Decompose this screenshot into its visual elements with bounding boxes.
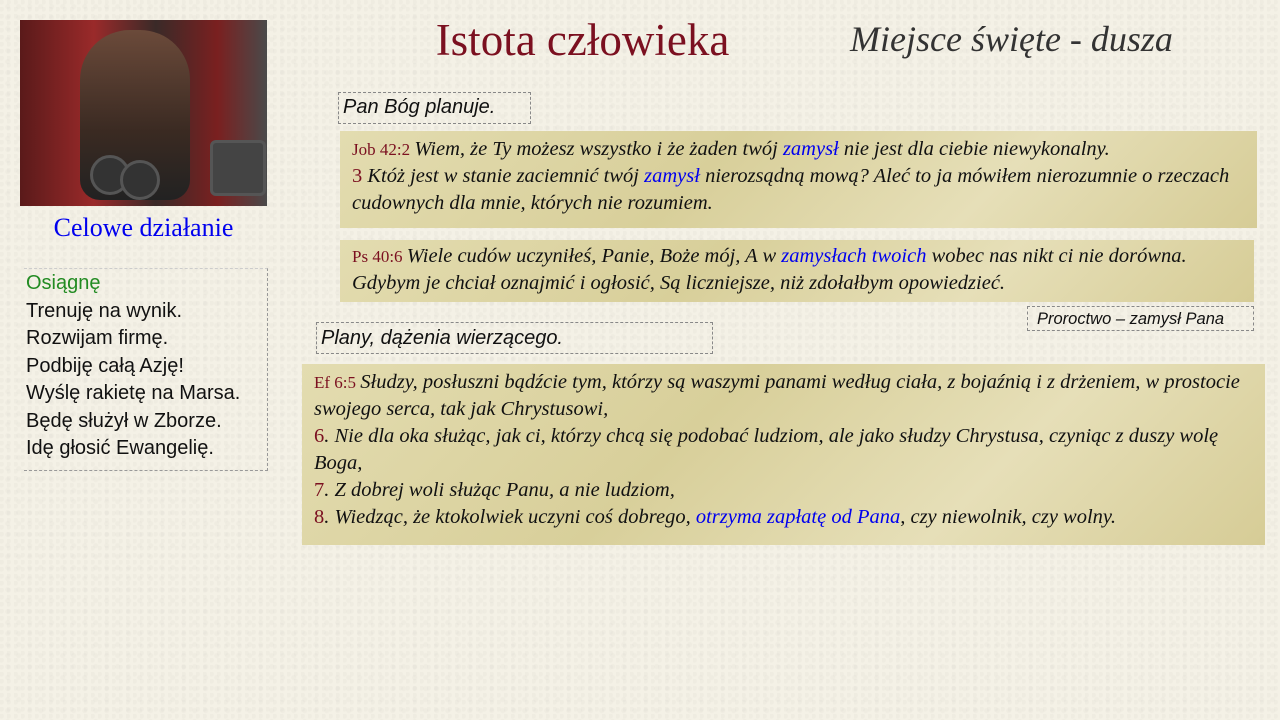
highlighted-text: zamysłach twoich [781,245,927,267]
goal-item: Idę głosić Ewangelię. [26,437,214,459]
verse-psalm [340,240,1254,302]
verse-number: 3 [352,165,368,187]
verse-text: Wiele cudów uczyniłeś, Panie, Boże mój, A w [406,245,782,267]
verse-text: nie jest dla ciebie niewykonalny. [838,138,1110,160]
verse-text: . Z dobrej woli służąc Panu, a nie ludziom, [324,479,675,501]
verse-text: Wiem, że Ty możesz wszystko i że żaden twój [414,138,783,160]
verse-number: 8 [314,506,325,528]
weightlifter-photo [20,20,267,206]
page-subtitle: Miejsce święte - dusza [850,19,1173,59]
verse-text: . Nie dla oka służąc, jak ci, którzy chcą się podobać ludziom, ale jako słudzy Chrystusa, czyniąc z duszy wolę Boga, [314,425,1219,474]
goal-item: Trenuję na wynik. [26,299,182,322]
verse-text: Słudzy, posłuszni bądźcie tym, którzy są waszymi panami według ciała, z bojaźnią i z drżeniem, w prostocie swojego serca, tak jak Chrystusowi, [314,371,1240,420]
goal-item: Rozwijam firmę. [26,327,169,349]
highlighted-text: otrzyma zapłatę od Pana [695,506,901,528]
highlighted-text: zamysł [782,138,839,160]
verse-text: , czy niewolnik, czy wolny. [900,506,1117,528]
verse-reference: Ef 6:5 [314,373,361,392]
verse-job [340,131,1257,228]
verse-text: wobec nas nikt ci nie dorówna. Gdybym je chciał oznajmić i ogłosić, Są liczniejsze, niż zdołałbym opowiedzieć. [352,245,1187,294]
page-title: Istota człowieka [435,15,730,65]
label-believer-plans: Plany, dążenia wierzącego. [316,322,713,354]
photo-caption: Celowe działanie [53,213,234,242]
verse-reference: Ps 40:6 [352,247,407,266]
verse-text: nierozsądną mową? Aleć to ja mówiłem nierozumnie o rzeczach cudownych dla mnie, których nie rozumiem. [352,165,1230,214]
verse-text: Któż jest w stanie zaciemnić twój [367,165,645,187]
highlighted-text: zamysł [644,165,700,187]
verse-text: . Wiedząc, że ktokolwiek uczyni coś dobrego, [324,506,696,528]
goal-item: Osiągnę [26,272,101,294]
goal-item: Podbiję całą Azję! [26,354,184,377]
goal-item: Wyślę rakietę na Marsa. [26,382,241,404]
goal-item: Będę służył w Zborze. [26,409,222,432]
label-prophecy: Proroctwo – zamysł Pana [1027,306,1254,331]
verse-ephesians [302,364,1265,545]
verse-reference: Job 42:2 [352,140,415,159]
verse-number: 6 [314,425,325,447]
goals-list [24,268,268,471]
label-god-plans: Pan Bóg planuje. [338,92,531,124]
verse-number: 7 [314,479,325,501]
